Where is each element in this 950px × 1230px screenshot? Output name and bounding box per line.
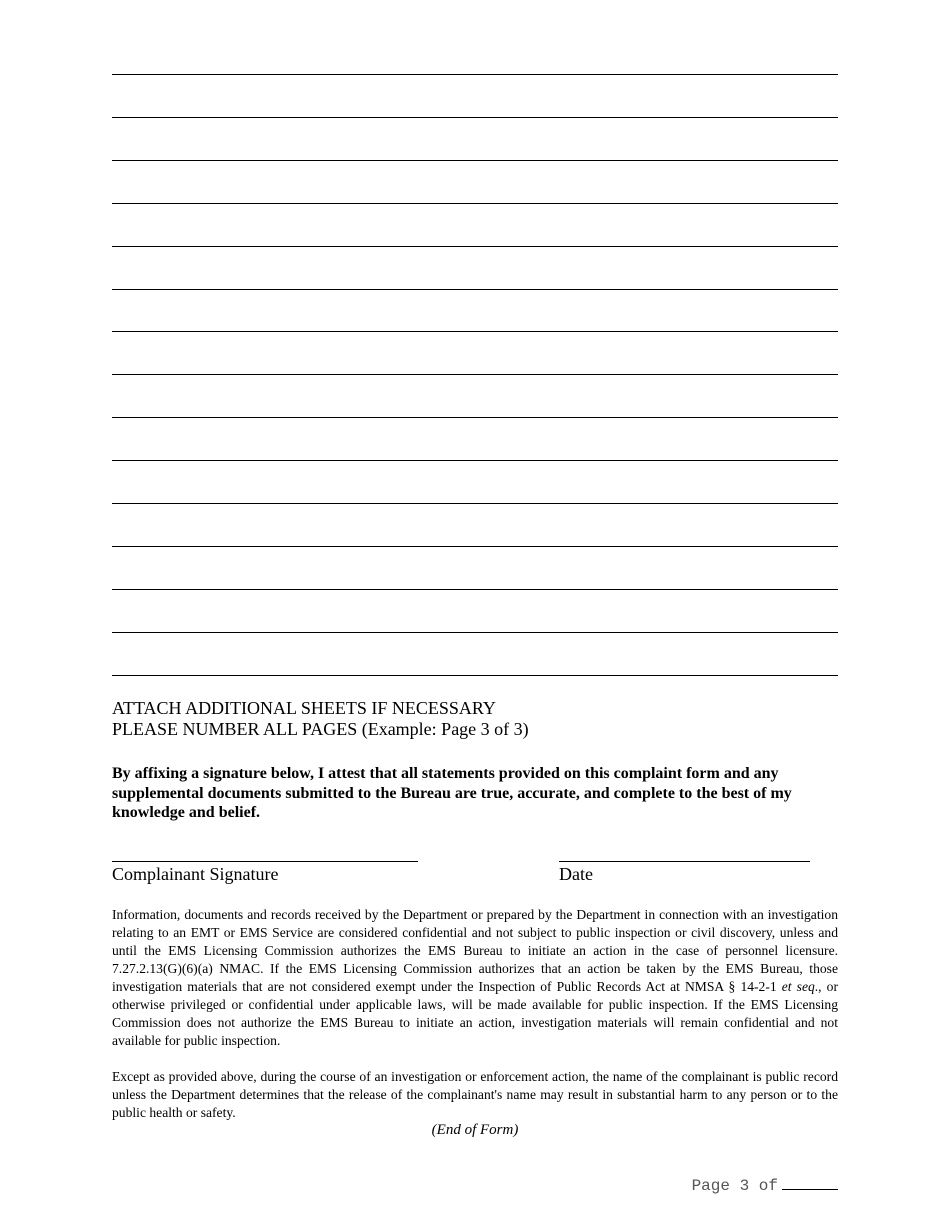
statement-line[interactable] — [112, 417, 838, 418]
statement-line[interactable] — [112, 117, 838, 118]
et-seq-italic: et seq — [781, 979, 815, 994]
statement-line[interactable] — [112, 589, 838, 590]
confidentiality-text-part1: Information, documents and records received by the Department or prepared by the Department in connection with an investigation relating to an EMT or EMS Service are considered confidential and not subject to public inspection or civil discovery, unless and until the EMS Licensing Commission authorizes the EMS Bureau to initiate an action in the case of personnel licensure. 7.27.2.13(G)(6)(a) NMAC. If the EMS Licensing Commission authorizes that an action be taken by the EMS Bureau, those investigation materials that are not considered exempt under the Inspection of Public Records Act at NMSA § 14-2-1 — [112, 907, 838, 994]
statement-line[interactable] — [112, 160, 838, 161]
attach-sheets-note: ATTACH ADDITIONAL SHEETS IF NECESSARY — [112, 698, 496, 718]
statement-line[interactable] — [112, 203, 838, 204]
page-label: Page 3 of — [691, 1177, 778, 1195]
complainant-name-paragraph: Except as provided above, during the course of an investigation or enforcement action, the name of the complainant is public record unless the Department determines that the release of the complainant's name may result in substantial harm to any person or to the public health or safety. — [112, 1069, 838, 1120]
statement-line[interactable] — [112, 675, 838, 676]
page-number-footer — [692, 1175, 838, 1195]
statement-line[interactable] — [112, 374, 838, 375]
attestation-statement: By affixing a signature below, I attest that all statements provided on this complaint form and any supplemental documents submitted to the Bureau are true, accurate, and complete to the best of my knowledge and belief. — [112, 765, 792, 821]
statement-line[interactable] — [112, 74, 838, 75]
statement-line[interactable] — [112, 546, 838, 547]
date-line[interactable] — [559, 861, 810, 862]
total-pages-blank[interactable] — [782, 1175, 838, 1190]
date-label: Date — [559, 864, 593, 884]
attach-instructions — [112, 698, 529, 740]
complainant-signature-line[interactable] — [112, 861, 418, 862]
confidentiality-text-part2: ., or otherwise privileged or confidential under applicable laws, will be made available for public inspection. If the EMS Licensing Commission does not authorize the EMS Bureau to initiate an action, investigation materials will remain confidential and not available for public inspection. — [112, 979, 838, 1048]
statement-line[interactable] — [112, 246, 838, 247]
end-of-form-label: (End of Form) — [431, 1122, 519, 1138]
statement-line[interactable] — [112, 289, 838, 290]
complainant-signature-label: Complainant Signature — [112, 864, 279, 884]
confidentiality-paragraph — [112, 906, 838, 1050]
statement-line[interactable] — [112, 331, 838, 332]
number-pages-note: PLEASE NUMBER ALL PAGES (Example: Page 3 of 3) — [112, 719, 529, 739]
statement-line[interactable] — [112, 503, 838, 504]
statement-line[interactable] — [112, 460, 838, 461]
statement-line[interactable] — [112, 632, 838, 633]
